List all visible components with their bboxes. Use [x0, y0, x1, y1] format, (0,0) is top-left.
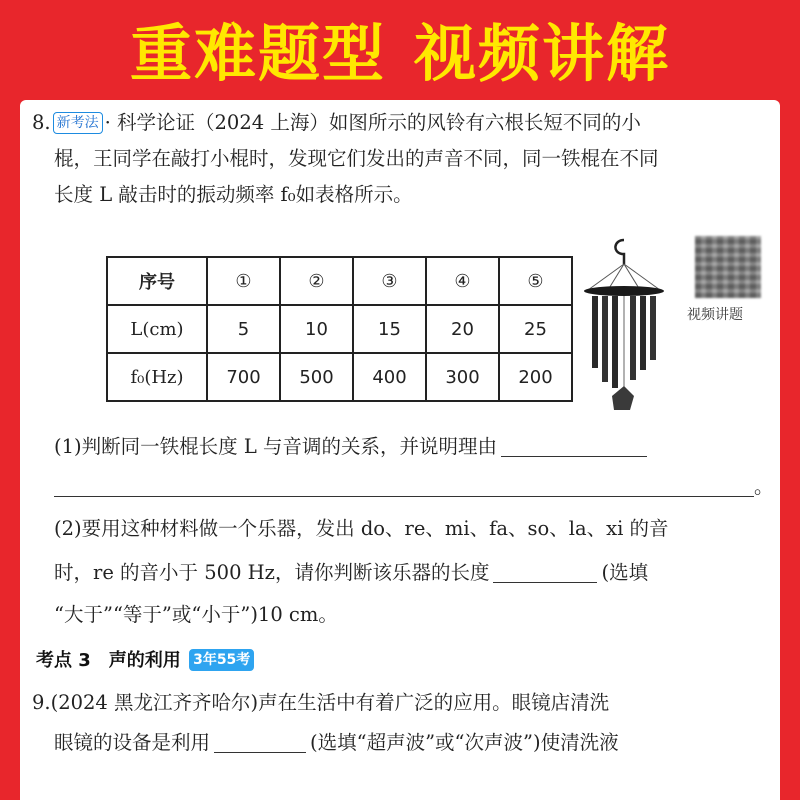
table-cell: ①	[207, 257, 280, 305]
banner-title-left: 重难题型	[129, 16, 386, 90]
table-row	[107, 353, 572, 401]
answer-blank[interactable]	[214, 730, 306, 753]
banner	[0, 0, 800, 96]
qr-label: 视频讲题	[687, 307, 743, 323]
q9-line1: 9.(2024 黑龙江齐齐哈尔)声在生活中有着广泛的应用。眼镜店清洗	[32, 691, 610, 714]
q8-text-1: · 科学论证（2024 上海）如图所示的风铃有六根长短不同的小	[104, 111, 641, 134]
table-header-row	[107, 257, 572, 305]
table-cell: ⑤	[499, 257, 572, 305]
q8-line2: 棍，王同学在敲打小棍时，发现它们发出的声音不同，同一铁棍在不同	[54, 147, 659, 170]
table-cell: 序号	[107, 257, 207, 305]
section-title: 考点 3 声的利用	[36, 650, 181, 671]
wind-chime-image	[568, 238, 680, 416]
table-cell: 200	[499, 353, 572, 401]
q8-sub2-choice: (选填	[601, 561, 649, 584]
answer-blank[interactable]	[501, 434, 647, 457]
table-cell: 400	[353, 353, 426, 401]
q8-sub1-end: 。	[754, 475, 774, 498]
new-method-tag: 新考法	[53, 112, 103, 134]
frequency-table	[106, 256, 573, 402]
q9-line2	[54, 728, 619, 758]
banner-title-right: 视频讲解	[414, 16, 671, 90]
q8-line3: 长度 L 敲击时的振动频率 f₀如表格所示。	[54, 183, 413, 206]
q8-sub2-text: 时，re 的音小于 500 Hz，请你判断该乐器的长度	[54, 561, 490, 584]
table-cell: f₀(Hz)	[107, 353, 207, 401]
section-badge: 3年55考	[189, 649, 254, 671]
table-cell: 15	[353, 305, 426, 353]
question-card	[20, 100, 780, 800]
table-cell: ③	[353, 257, 426, 305]
table-row	[107, 305, 572, 353]
q9-choice: (选填“超声波”或“次声波”)使清洗液	[310, 731, 619, 754]
table-cell: 300	[426, 353, 499, 401]
q9-text: 眼镜的设备是利用	[54, 731, 211, 754]
table-cell: 700	[207, 353, 280, 401]
table-cell: ②	[280, 257, 353, 305]
answer-blank[interactable]	[493, 560, 597, 583]
q8-sub2-line3: “大于”“等于”或“小于”)10 cm。	[54, 603, 338, 626]
q8-number: 8.	[32, 111, 51, 134]
table-cell: 500	[280, 353, 353, 401]
q8-sub1-line1	[54, 432, 647, 462]
table-cell: 10	[280, 305, 353, 353]
table-cell: 25	[499, 305, 572, 353]
table-cell: ④	[426, 257, 499, 305]
table-cell: L(cm)	[107, 305, 207, 353]
table-cell: 20	[426, 305, 499, 353]
q8-line1	[32, 108, 641, 138]
section-header	[36, 646, 256, 672]
q8-sub1-text: (1)判断同一铁棍长度 L 与音调的关系，并说明理由	[54, 435, 497, 458]
q8-sub2-line1: (2)要用这种材料做一个乐器，发出 do、re、mi、fa、so、la、xi 的音	[54, 517, 669, 540]
q8-sub2-line2	[54, 558, 648, 588]
answer-blank[interactable]	[54, 474, 754, 497]
table-cell: 5	[207, 305, 280, 353]
q8-sub1-line2	[54, 472, 774, 502]
qr-code[interactable]	[695, 236, 761, 298]
